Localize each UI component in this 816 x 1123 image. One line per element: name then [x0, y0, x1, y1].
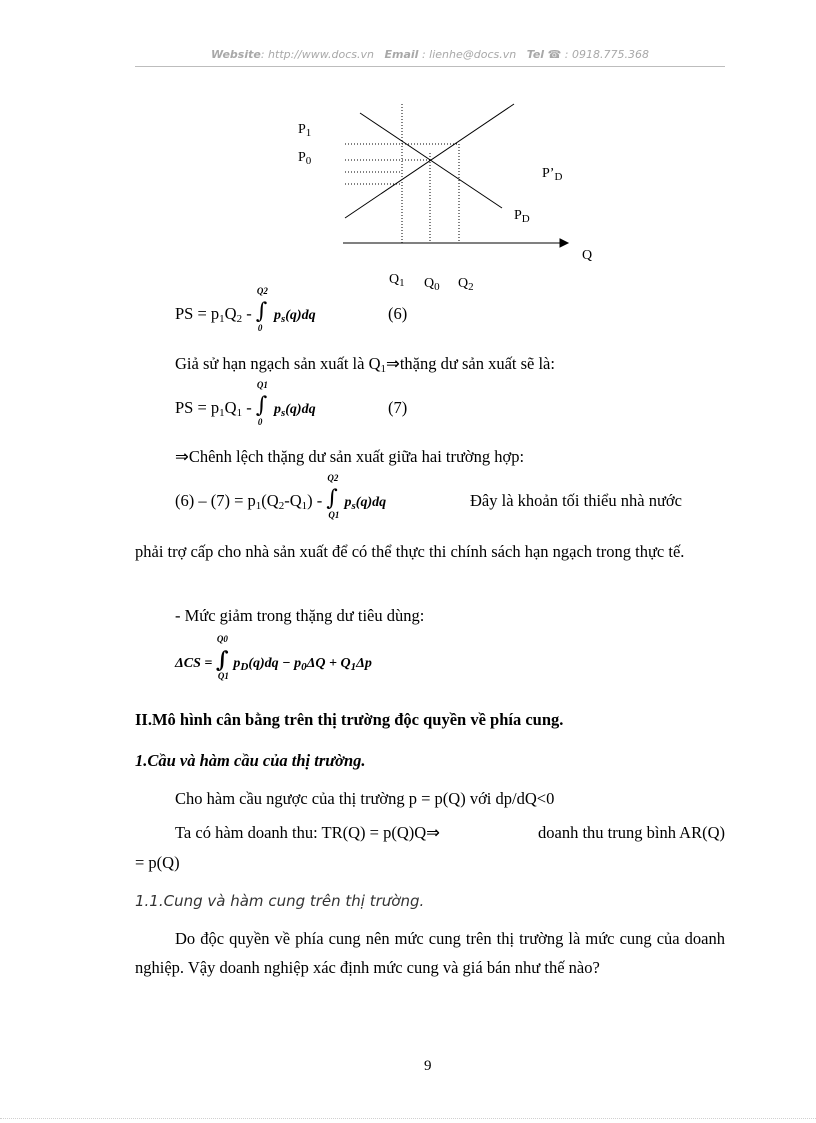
- label-q-axis: Q: [582, 248, 593, 263]
- difference-explanation: Đây là khoản tối thiểu nhà nước: [470, 491, 682, 510]
- label-p0: $P_0$: [298, 150, 312, 167]
- revenue-sentence-continued: = p(Q): [135, 853, 180, 872]
- equation-6-number: (6): [388, 304, 408, 323]
- consumer-surplus-sentence: - Mức giảm trong thặng dư tiêu dùng:: [175, 606, 425, 625]
- consumer-surplus-equation: ΔCS = Q0 ∫ Q1 $p_D(q)dq - p_0\Delta Q + Q_1\Delta p$: [175, 634, 372, 681]
- supply-line: [345, 104, 514, 218]
- label-q1: $Q_1$: [389, 272, 405, 289]
- equation-7-number: (7): [388, 398, 408, 417]
- equation-7: PS = $p_1Q_1$ - Q1 ∫ 0 $p_s(q)dq$: [175, 380, 316, 427]
- page-number: 9: [424, 1058, 432, 1074]
- integral-symbol: Q2 ∫ 0: [255, 286, 268, 333]
- email-label: Email: [384, 48, 419, 61]
- section-heading-1-1: 1.1.Cung và hàm cung trên thị trường.: [135, 892, 425, 910]
- email-value[interactable]: : lienhe@docs.vn: [421, 48, 517, 61]
- supply-paragraph: Do độc quyền về phía cung nên mức cung trên thị trường là mức cung của doanh nghiệp. Vậy doanh nghiệp xác định mức cung và giá bán như thế nào?: [135, 929, 725, 977]
- website-value[interactable]: : http://www.docs.vn: [260, 48, 375, 61]
- quota-sentence: Giả sử hạn ngạch sản xuất là $Q_1\Rightarrow thặng$ dư sản xuất sẽ là:: [175, 354, 555, 375]
- section-heading-1: 1.Cầu và hàm cầu của thị trường.: [135, 751, 366, 770]
- bottom-border: [0, 1118, 816, 1119]
- section-heading-ii: II.Mô hình cân bằng trên thị trường độc quyền về phía cung.: [135, 710, 564, 729]
- inverse-demand-sentence: Cho hàm cầu ngược của thị trường p = p(Q) với dp/dQ<0: [175, 789, 555, 808]
- q-axis-arrowhead: [560, 239, 568, 247]
- label-p1: $P_1$: [298, 122, 312, 139]
- difference-sentence: ⇒Chênh lệch thặng dư sản xuất giữa hai trường hợp:: [175, 447, 525, 466]
- tel-label: Tel: [526, 48, 545, 61]
- subsidy-paragraph: phải trợ cấp cho nhà sản xuất để có thể thực thi chính sách hạn ngạch trong thực tế.: [135, 542, 685, 561]
- label-pd: $P_D$: [514, 208, 530, 225]
- label-q2: $Q_2$: [458, 276, 474, 293]
- tel-value: ☎ : 0918.775.368: [547, 48, 649, 61]
- label-pd-prime: $P’_D$: [542, 166, 563, 183]
- label-q0: $Q_0$: [424, 276, 440, 293]
- website-label: Website: [211, 48, 261, 61]
- integral-symbol: Q2 ∫ Q1: [326, 473, 340, 520]
- integral-symbol: Q1 ∫ 0: [255, 380, 268, 427]
- revenue-sentence: Ta có hàm doanh thu: TR(Q) = p(Q)Q⇒ doanh thu trung bình AR(Q): [175, 823, 725, 842]
- integral-symbol: Q0 ∫ Q1: [215, 634, 229, 681]
- supply-demand-diagram: [0, 0, 816, 300]
- difference-equation: $(6) - (7) = p_1(Q_2-Q_1)$ - Q2 ∫ Q1 $p_s(q)dq$: [175, 473, 387, 520]
- equation-6: PS = $p_1Q_2$ - Q2 ∫ 0 $p_s(q)dq$: [175, 286, 316, 333]
